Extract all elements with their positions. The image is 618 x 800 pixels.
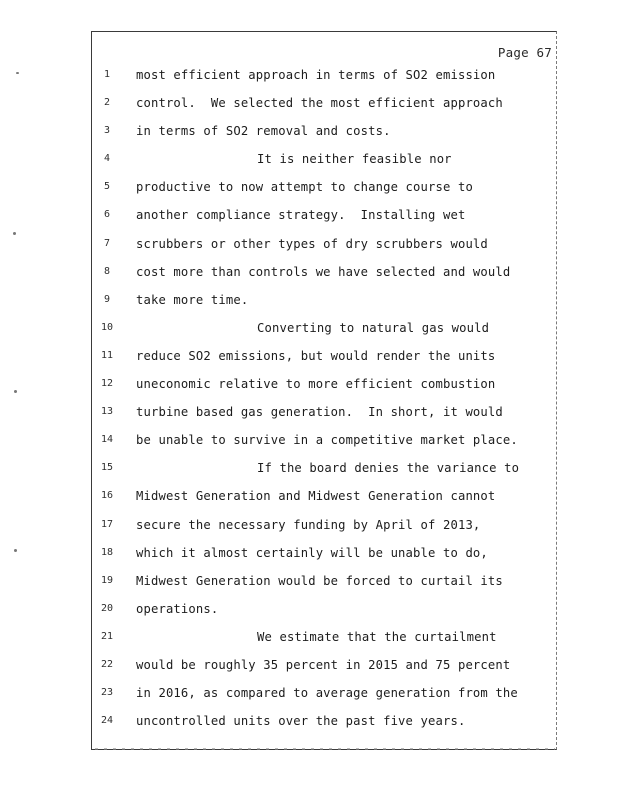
transcript-line bbox=[92, 433, 556, 461]
scan-speck bbox=[13, 232, 16, 235]
line-text: secure the necessary funding by April of 2013, bbox=[136, 517, 481, 532]
line-text: control. We selected the most efficient approach bbox=[136, 96, 503, 111]
line-text: If the board denies the variance to bbox=[257, 461, 520, 476]
line-number: 6 bbox=[103, 209, 111, 221]
line-text: another compliance strategy. Installing wet bbox=[136, 208, 466, 223]
line-number: 9 bbox=[103, 293, 111, 305]
line-text: cost more than controls we have selected and would bbox=[136, 264, 511, 279]
transcript-line bbox=[92, 518, 556, 546]
line-number: 4 bbox=[103, 153, 111, 165]
line-number: 11 bbox=[100, 349, 114, 361]
scan-edge-artifact bbox=[95, 748, 555, 750]
transcript-line bbox=[92, 152, 556, 180]
line-text: reduce SO2 emissions, but would render the units bbox=[136, 348, 496, 363]
line-number: 12 bbox=[100, 378, 114, 390]
transcript-line bbox=[92, 96, 556, 124]
transcript-line bbox=[92, 208, 556, 236]
line-text: in 2016, as compared to average generation from the bbox=[136, 686, 518, 701]
transcript-line bbox=[92, 658, 556, 686]
scan-speck bbox=[14, 549, 17, 552]
line-text: which it almost certainly will be unable to do, bbox=[136, 545, 488, 560]
line-number: 18 bbox=[100, 546, 114, 558]
line-text: uncontrolled units over the past five years. bbox=[136, 714, 466, 729]
line-text: scrubbers or other types of dry scrubbers would bbox=[136, 236, 488, 251]
transcript-line bbox=[92, 602, 556, 630]
line-text: most efficient approach in terms of SO2 emission bbox=[136, 68, 496, 82]
line-text: turbine based gas generation. In short, it would bbox=[136, 405, 503, 420]
line-number: 3 bbox=[103, 125, 111, 137]
transcript-line bbox=[92, 349, 556, 377]
transcript-lines bbox=[92, 68, 556, 742]
line-text: would be roughly 35 percent in 2015 and 75 percent bbox=[136, 657, 511, 672]
line-text: We estimate that the curtailment bbox=[257, 629, 497, 644]
line-number: 19 bbox=[100, 574, 114, 586]
line-text: productive to now attempt to change course to bbox=[136, 180, 473, 195]
transcript-line bbox=[92, 686, 556, 714]
transcript-line bbox=[92, 714, 556, 742]
line-number: 21 bbox=[100, 630, 114, 642]
line-text: Midwest Generation and Midwest Generation cannot bbox=[136, 489, 496, 504]
transcript-line bbox=[92, 124, 556, 152]
line-text: be unable to survive in a competitive market place. bbox=[136, 433, 518, 448]
transcript-frame bbox=[91, 31, 557, 750]
line-number: 2 bbox=[103, 97, 111, 109]
line-number: 14 bbox=[100, 434, 114, 446]
line-number: 13 bbox=[100, 406, 114, 418]
line-number: 15 bbox=[100, 462, 114, 474]
transcript-line bbox=[92, 405, 556, 433]
transcript-line bbox=[92, 461, 556, 489]
transcript-line bbox=[92, 237, 556, 265]
line-text: It is neither feasible nor bbox=[257, 152, 452, 167]
transcript-line bbox=[92, 180, 556, 208]
line-number: 10 bbox=[100, 321, 114, 333]
line-text: Midwest Generation would be forced to curtail its bbox=[136, 573, 503, 588]
transcript-line bbox=[92, 68, 556, 96]
line-number: 20 bbox=[100, 602, 114, 614]
line-number: 23 bbox=[100, 687, 114, 699]
transcript-line bbox=[92, 574, 556, 602]
transcript-line bbox=[92, 377, 556, 405]
line-number: 22 bbox=[100, 658, 114, 670]
line-number: 24 bbox=[100, 715, 114, 727]
line-number: 17 bbox=[100, 518, 114, 530]
page-number: Page 67 bbox=[497, 45, 552, 60]
line-number: 1 bbox=[103, 69, 111, 80]
scan-speck bbox=[16, 72, 19, 74]
line-text: Converting to natural gas would bbox=[257, 320, 490, 335]
line-text: take more time. bbox=[136, 292, 249, 307]
transcript-line bbox=[92, 489, 556, 517]
line-number: 16 bbox=[100, 490, 114, 502]
line-number: 5 bbox=[103, 181, 111, 193]
transcript-line bbox=[92, 630, 556, 658]
line-text: uneconomic relative to more efficient combustion bbox=[136, 377, 496, 392]
transcript-line bbox=[92, 293, 556, 321]
scan-speck bbox=[14, 390, 17, 393]
transcript-line bbox=[92, 321, 556, 349]
line-number: 7 bbox=[103, 237, 111, 249]
line-number: 8 bbox=[103, 265, 111, 277]
transcript-line bbox=[92, 265, 556, 293]
line-text: operations. bbox=[136, 601, 219, 616]
line-text: in terms of SO2 removal and costs. bbox=[136, 124, 391, 139]
transcript-line bbox=[92, 546, 556, 574]
